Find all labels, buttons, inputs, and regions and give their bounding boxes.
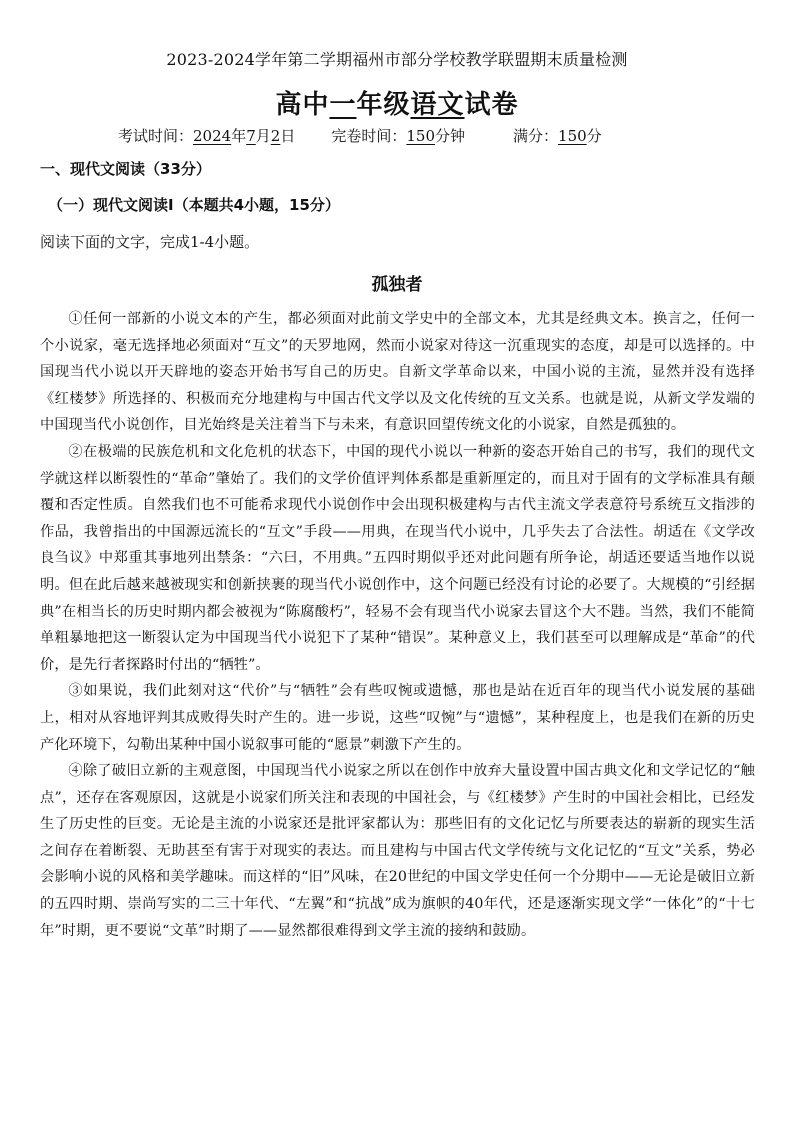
article-body [40,306,755,944]
date-year: 2024 [193,127,232,145]
exam-info-line [118,125,602,146]
section-subheading: （一）现代文阅读Ⅰ（本题共4小题，15分） [48,196,340,214]
paragraph-2: ②在极端的民族危机和文化危机的状态下，中国的现代小说以一种新的姿态开始自己的书写，我们的现代文学就这样以断裂性的“革命”肇始了。我们的文学价值评判体系都是重新厘定的，而且对于固有的文学标准具有颠覆和否定性质。自然我们也不可能希求现代小说创作中会出现积极建构与古代主流文学表意符号系统互文指涉的作品，我曾指出的中国源远流长的“互文”手段——用典，在现当代小说中，几乎失去了合法性。胡适在《文学改良刍议》中郑重其事地列出禁条：“六曰，不用典。”五四时期似乎还对此问题有所争论，胡适还要适当地作以说明。但在此后越来越被现实和创新挟裹的现当代小说创作中，这个问题已经没有讨论的必要了。大规模的“引经据典”在相当长的历史时期内都会被视为“陈腐酸朽”，轻易不会有现当代小说家去冒这个大不韪。当然，我们不能简单粗暴地把这一断裂认定为中国现当代小说犯下了某种“错误”。某种意义上，我们甚至可以理解成是“革命”的代价，是先行者探路时付出的“牺牲”。 [40,443,755,673]
score-unit: 分 [586,127,602,145]
duration-label: 完卷时间： [331,127,407,145]
duration-value: 150 [406,127,435,145]
date-month: 7 [246,127,256,145]
score-label: 满分： [513,127,559,145]
title-part3: 试卷 [464,90,519,120]
score-value: 150 [558,127,587,145]
date-year-unit: 年 [231,127,247,145]
section-heading: 一、现代文阅读（33分） [40,160,211,178]
date-day-unit: 日 [280,127,296,145]
paragraph-4: ④除了破旧立新的主观意图，中国现当代小说家之所以在创作中放弃大量设置中国古典文化和文学记忆的“触点”，还存在客观原因，这就是小说家们所关注和表现的中国社会，与《红楼梦》产生时的中国社会相比，已经发生了历史性的巨变。无论是主流的小说家还是批评家都认为：那些旧有的文化记忆与所要表达的崭新的现实生活之间存在着断裂、无助甚至有害于对现实的表达。而且建构与中国古代文学传统与文化记忆的“互文”关系，势必会影响小说的风格和美学趣味。而这样的“旧”风味，在20世纪的中国文学史任何一个分期中——无论是破旧立新的五四时期、崇尚写实的二三十年代、“左翼”和“抗战”成为旗帜的40年代，还是逐渐实现文学“一体化”的“十七年”时期，更不要说“文革”时期了——显然都很难得到文学主流的接纳和鼓励。 [40,763,755,939]
exam-header-line: 2023-2024学年第二学期福州市部分学校教学联盟期末质量检测 [166,50,628,69]
paragraph-1: ①任何一部新的小说文本的产生，都必须面对此前文学史中的全部文本，尤其是经典文本。换言之，任何一个小说家，毫无选择地必须面对“互文”的天罗地网，然而小说家对待这一沉重现实的态度，却是可以选择的。中国现当代小说以开天辟地的姿态开始书写自己的历史。自新文学革命以来，中国小说的主流，显然并没有选择《红楼梦》所选择的、积极而充分地建构与中国古代文学以及文化传统的互文关系。也就是说，从新文学发端的中国现当代小说创作，目光始终是关注着当下与未来，有意识回望传统文化的小说家，自然是孤独的。 [40,311,755,434]
title-subject-blank: 语文 [410,90,465,120]
title-part1: 高中 [275,90,330,120]
title-grade-blank: 一 [329,90,357,120]
title-part2: 年级 [356,90,411,120]
exam-title [0,84,794,121]
date-month-unit: 月 [255,127,271,145]
date-day: 2 [270,127,281,145]
duration-unit: 分钟 [435,127,466,145]
paragraph-3: ③如果说，我们此刻对这“代价”与“牺牲”会有些叹惋或遗憾，那也是站在近百年的现当代小说发展的基础上，相对从容地评判其成败得失时产生的。进一步说，这些“叹惋”与“遗憾”，某种程度上，也是我们在新的历史产化环境下，勾勒出某种中国小说叙事可能的“愿景”刺激下产生的。 [40,683,755,753]
date-label: 考试时间： [118,127,194,145]
reading-instruction: 阅读下面的文字，完成1-4小题。 [40,233,260,251]
article-title: 孤独者 [371,275,423,295]
